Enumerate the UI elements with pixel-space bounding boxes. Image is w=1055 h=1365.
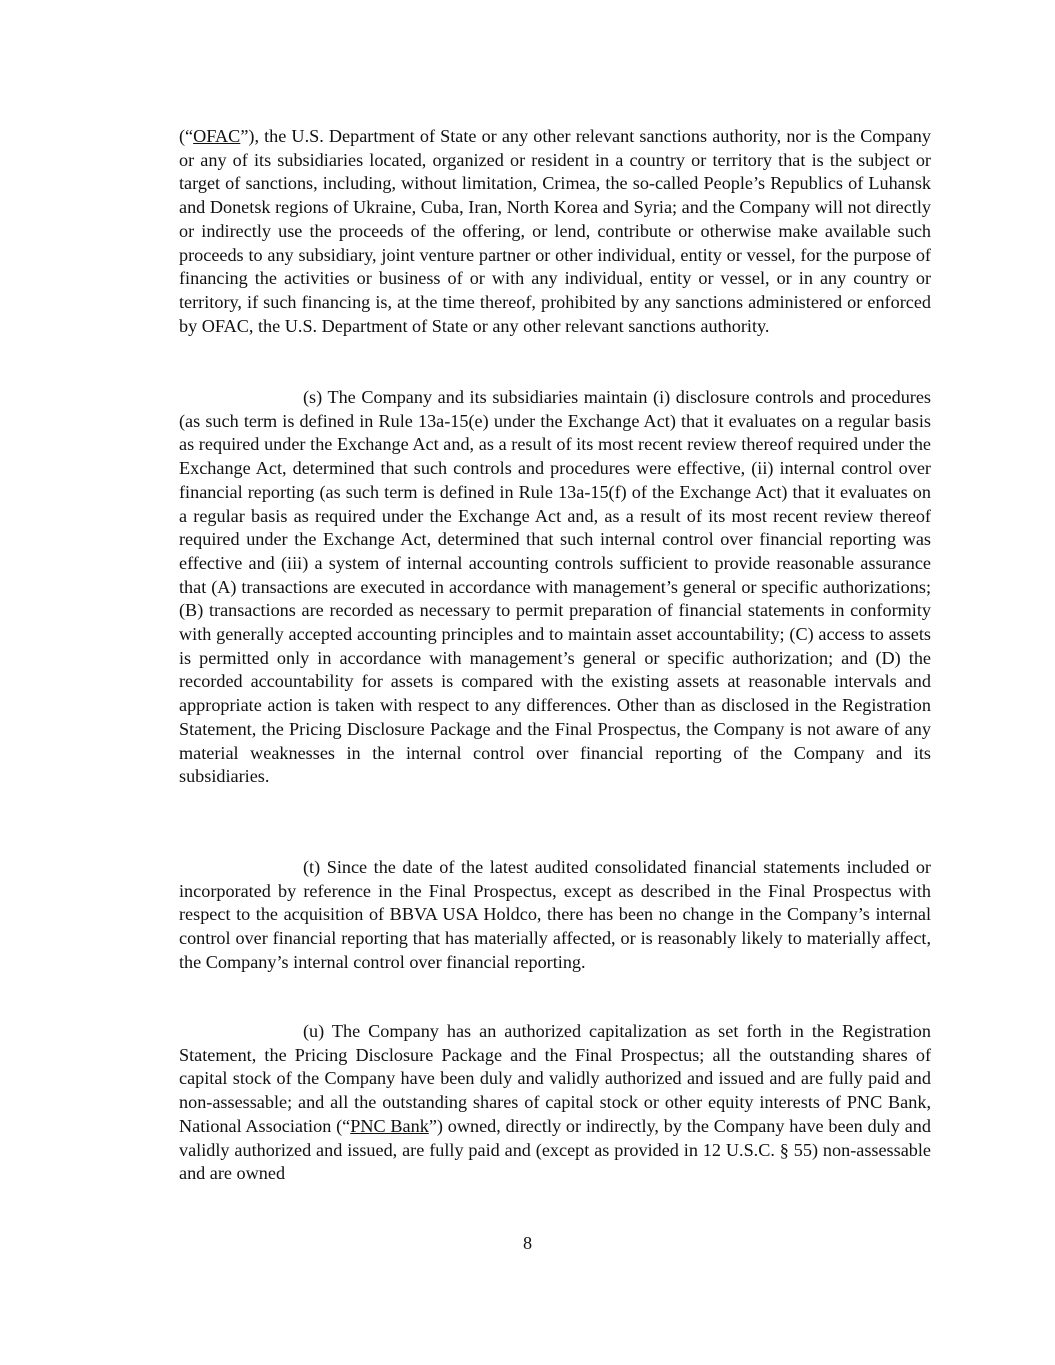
open-quote: (“ — [179, 126, 194, 146]
paragraph-body: ”), the U.S. Department of State or any other relevant sanctions authority, nor is the Company or any of its subsidiaries located, organized or resident in a country or territory that is the subject or target of sanctions, including, without limitation, Crimea, the so-called People’s Republics of Luhansk and Donetsk regions of Ukraine, Cuba, Iran, North Korea and Syria; and the Company will not directly or indirectly use the proceeds of the offering, or lend, contribute or otherwise make available such proceeds to any subsidiary, joint venture partner or other individual, entity or vessel, for the purpose of financing the activities or business of or with any individual, entity or vessel, or in any country or territory, if such financing is, at the time thereof, prohibited by any sanctions administered or enforced by OFAC, the U.S. Department of State or any other relevant sanctions authority. — [179, 126, 931, 336]
paragraph-u-before: (u) The Company has an authorized capitalization as set forth in the Registration Statement, the Pricing Disclosure Package and the Final Prospectus; all the outstanding shares of capital stock of the Company have been duly and validly authorized and issued and are fully paid and non-assessable; and all the outstanding shares of capital stock or other equity interests of PNC Bank, National Association (“ — [179, 1021, 931, 1136]
defined-term-pnc-bank: PNC Bank — [350, 1115, 429, 1136]
paragraph-s: (s) The Company and its subsidiaries maintain (i) disclosure controls and procedures (as such term is defined in Rule 13a-15(e) under the Exchange Act) that it evaluates on a regular basis as required under the Exchange Act and, as a result of its most recent review thereof required under the Exchange Act, determined that such controls and procedures were effective, (ii) internal control over financial reporting (as such term is defined in Rule 13a-15(f) of the Exchange Act) that it evaluates on a regular basis as required under the Exchange Act and, as a result of its most recent review thereof required under the Exchange Act, determined that such internal control over financial reporting was effective and (iii) a system of internal accounting controls sufficient to provide reasonable assurance that (A) transactions are executed in accordance with management’s general or specific authorizations; (B) transactions are recorded as necessary to permit preparation of financial statements in conformity with generally accepted accounting principles and to maintain asset accountability; (C) access to assets is permitted only in accordance with management’s general or specific authorization; and (D) the recorded accountability for assets is compared with the existing assets at reasonable intervals and appropriate action is taken with respect to any differences. Other than as disclosed in the Registration Statement, the Pricing Disclosure Package and the Final Prospectus, the Company is not aware of any material weaknesses in the internal control over financial reporting of the Company and its subsidiaries. — [179, 387, 931, 787]
page-number: 8 — [522, 1233, 533, 1253]
paragraph-u — [179, 1020, 931, 1186]
defined-term-ofac: OFAC — [193, 126, 241, 146]
paragraph-continuation-ofac — [179, 125, 931, 338]
paragraph-u-after: ”) owned, directly or indirectly, by the Company have been duly and validly authorized and issued, are fully paid and (except as provided in 12 U.S.C. § 55) non-assessable and are owned — [179, 1115, 931, 1184]
paragraph-t: (t) Since the date of the latest audited consolidated financial statements included or incorporated by reference in the Final Prospectus, except as described in the Final Prospectus with respect to the acquisition of BBVA USA Holdco, there has been no change in the Company’s internal control over financial reporting that has materially affected, or is reasonably likely to materially affect, the Company’s internal control over financial reporting. — [179, 857, 931, 972]
